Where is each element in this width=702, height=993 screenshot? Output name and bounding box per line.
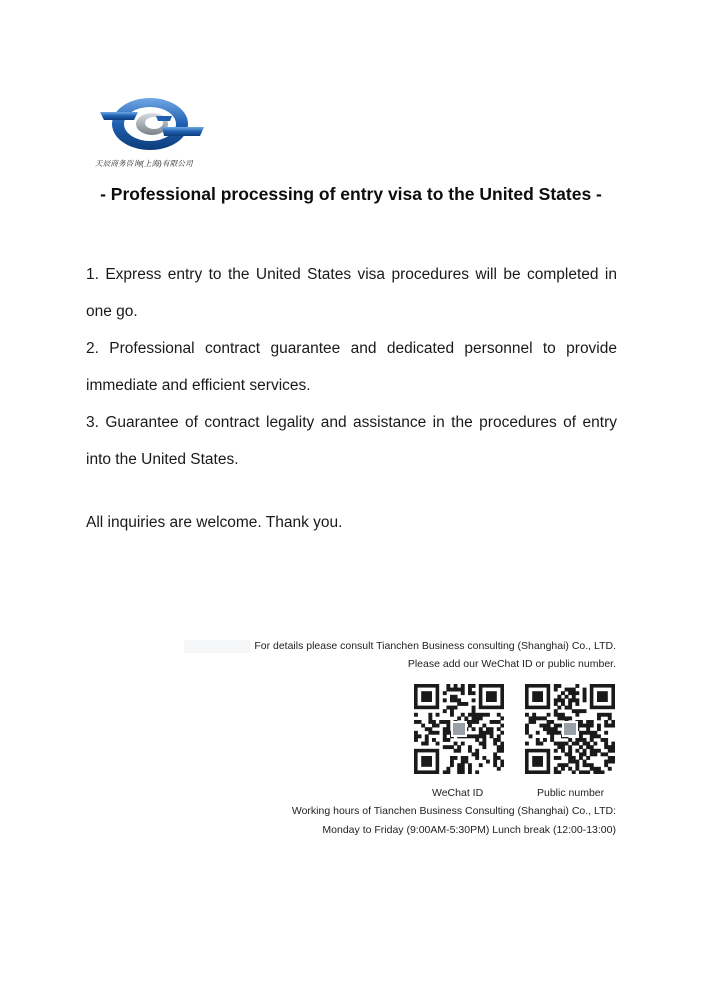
qr-code-icon [414,684,504,774]
service-item-1: 1. Express entry to the United States visa procedures will be completed in one go. [86,266,617,320]
working-hours-detail: Monday to Friday (9:00AM-5:30PM) Lunch break (12:00-13:00) [322,824,616,836]
public-number-qr-code[interactable] [525,684,615,774]
logo-emblem-icon [92,94,222,158]
service-item-2: 2. Professional contract guarantee and dedicated personnel to provide immediate and efficient services. [86,340,617,394]
working-hours-title: Working hours of Tianchen Business Consulting (Shanghai) Co., LTD: [291,805,616,817]
contact-details-text: For details please consult Tianchen Business consulting (Shanghai) Co., LTD. [254,640,616,652]
service-item-3: 3. Guarantee of contract legality and assistance in the procedures of entry into the United States. [86,414,617,468]
qr-code-icon [525,684,615,774]
service-list [86,256,617,478]
wechat-qr-code[interactable] [414,684,504,774]
page-title: - Professional processing of entry visa to the United States - [100,184,602,204]
contact-highlight [184,640,250,653]
logo-caption: 天辰商务咨询(上海)有限公司 [95,159,193,168]
contact-wechat-prompt: Please add our WeChat ID or public number. [407,658,616,670]
welcome-text: All inquiries are welcome. Thank you. [86,514,343,531]
wechat-id-label: WeChat ID [432,787,484,799]
public-number-label: Public number [537,787,605,799]
